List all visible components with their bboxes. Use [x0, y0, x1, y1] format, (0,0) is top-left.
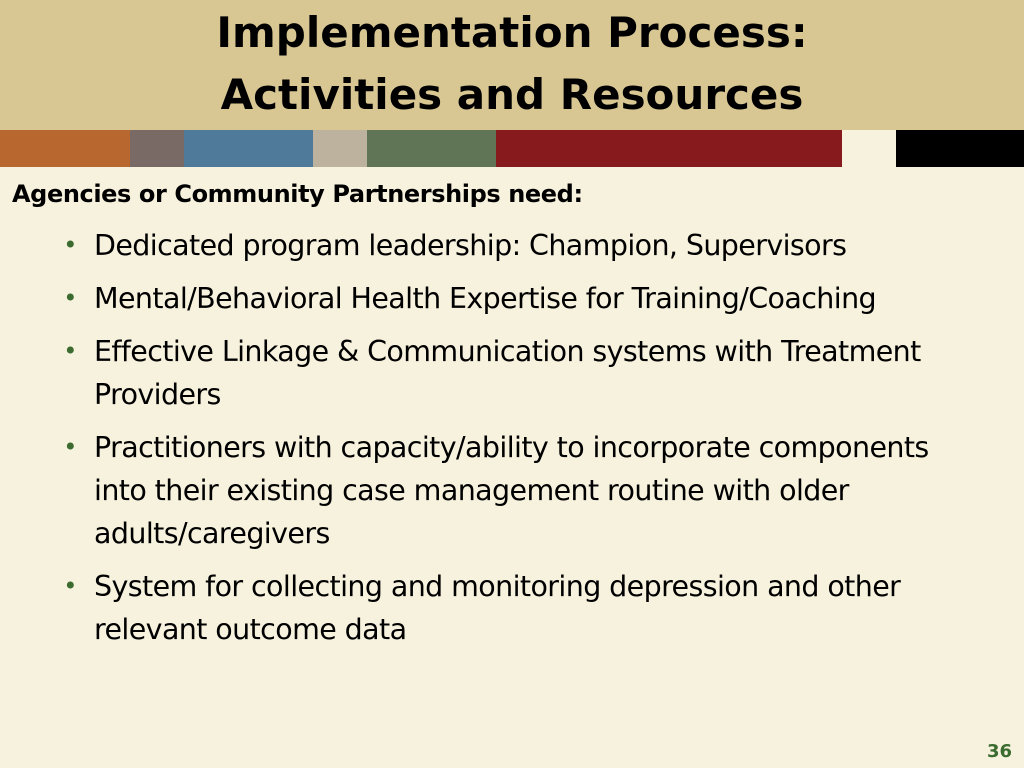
bullet-text: Mental/Behavioral Health Expertise for Training/Coaching — [94, 282, 877, 315]
decorative-stripe-taupe — [130, 130, 184, 167]
decorative-stripe-black — [896, 130, 1024, 167]
bullet-icon: • — [63, 284, 77, 312]
bullet-icon: • — [63, 231, 77, 259]
decorative-stripe-gray — [313, 130, 367, 167]
slide-title-line-1: Implementation Process: — [216, 8, 808, 57]
decorative-stripe-cream — [842, 130, 896, 167]
decorative-stripe-green — [367, 130, 496, 167]
decorative-stripe-blue — [184, 130, 313, 167]
page-number: 36 — [986, 741, 1012, 762]
slide-title-line-2: Activities and Resources — [220, 70, 804, 119]
bullet-text: Dedicated program leadership: Champion, Supervisors — [94, 229, 847, 262]
bullet-item — [0, 426, 979, 555]
decorative-stripe-orange — [0, 130, 130, 167]
bullet-text: Effective Linkage & Communication systems with Treatment Providers — [94, 335, 921, 411]
bullet-item — [0, 330, 979, 416]
bullet-icon: • — [63, 337, 77, 365]
bullet-item — [0, 565, 979, 651]
bullet-list — [0, 224, 1024, 661]
bullet-item — [0, 277, 979, 320]
bullet-text: System for collecting and monitoring depression and other relevant outcome data — [94, 570, 901, 646]
bullet-icon: • — [63, 572, 77, 600]
bullet-item — [0, 224, 979, 267]
bullet-icon: • — [63, 433, 77, 461]
content-heading: Agencies or Community Partnerships need: — [12, 180, 583, 208]
bullet-text: Practitioners with capacity/ability to incorporate components into their existing case management routine with older adults/caregivers — [94, 431, 929, 550]
slide-title — [0, 2, 1024, 126]
decorative-stripe-red — [496, 130, 842, 167]
